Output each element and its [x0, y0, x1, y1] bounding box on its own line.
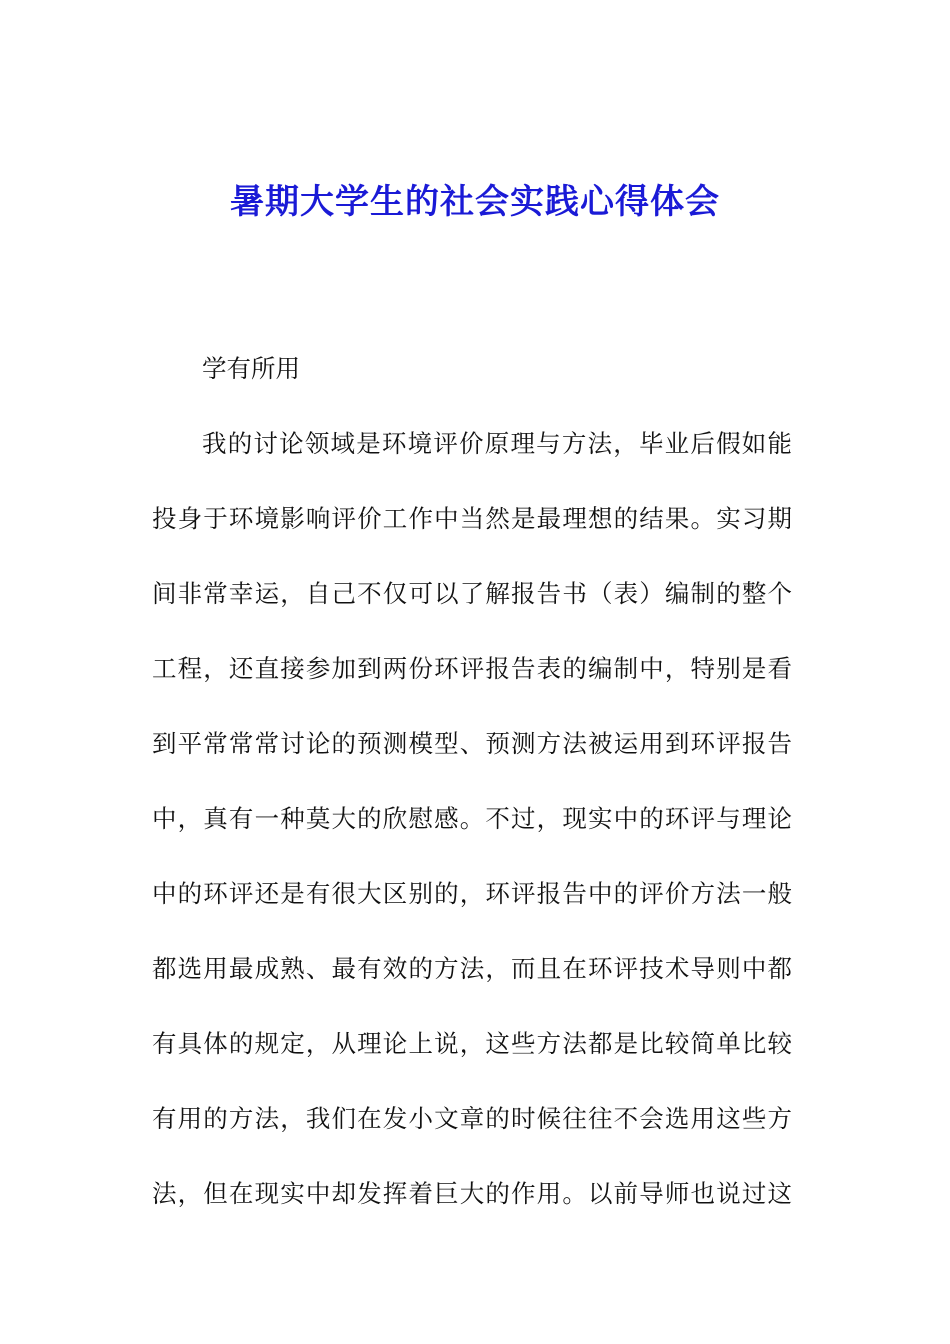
paragraph-line: 中的环评还是有很大区别的，环评报告中的评价方法一般 — [152, 879, 792, 908]
paragraph-line: 都选用最成熟、最有效的方法，而且在环评技术导则中都 — [152, 954, 792, 983]
body-paragraph — [152, 406, 792, 1231]
paragraph-line: 我的讨论领域是环境评价原理与方法，毕业后假如能 — [202, 429, 792, 458]
paragraph-line: 投身于环境影响评价工作中当然是最理想的结果。实习期 — [152, 504, 792, 533]
document-body — [152, 331, 792, 1231]
section-heading: 学有所用 — [202, 354, 300, 383]
paragraph-line: 中，真有一种莫大的欣慰感。不过，现实中的环评与理论 — [152, 804, 792, 833]
document-title: 暑期大学生的社会实践心得体会 — [230, 182, 720, 222]
section-heading-paragraph — [152, 331, 792, 406]
paragraph-line: 有具体的规定，从理论上说，这些方法都是比较简单比较 — [152, 1029, 792, 1058]
paragraph-line: 有用的方法，我们在发小文章的时候往往不会选用这些方 — [152, 1104, 792, 1133]
paragraph-line: 到平常常常讨论的预测模型、预测方法被运用到环评报告 — [152, 729, 792, 758]
paragraph-line: 工程，还直接参加到两份环评报告表的编制中，特别是看 — [152, 654, 792, 683]
paragraph-line: 法，但在现实中却发挥着巨大的作用。以前导师也说过这 — [152, 1179, 792, 1208]
paragraph-line: 间非常幸运，自己不仅可以了解报告书（表）编制的整个 — [152, 579, 792, 608]
